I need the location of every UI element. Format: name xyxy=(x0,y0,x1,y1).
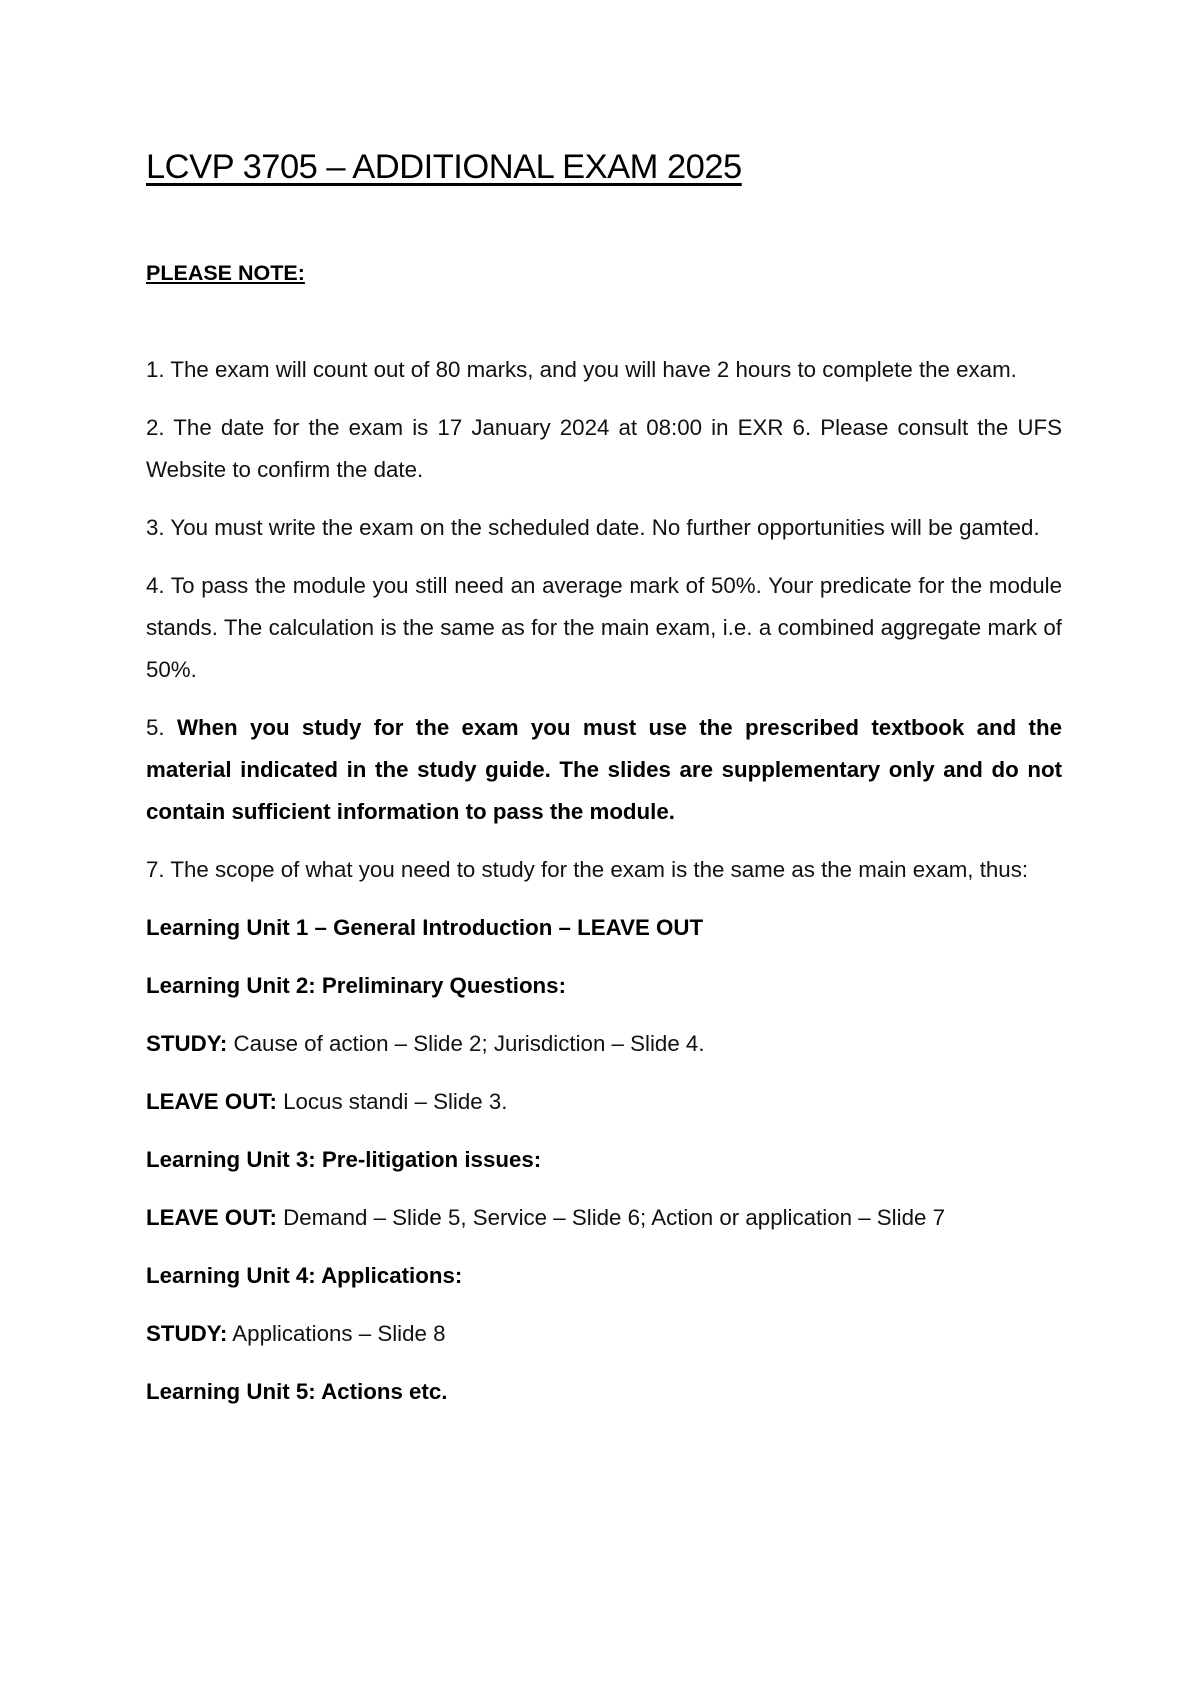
document-title: LCVP 3705 – ADDITIONAL EXAM 2025 xyxy=(146,148,742,186)
leave-out-text: Locus standi – Slide 3. xyxy=(276,1089,508,1114)
note-item-3: 3. You must write the exam on the scheduled date. No further opportunities will be gamted. xyxy=(146,515,1040,540)
note-item-1: 1. The exam will count out of 80 marks, and you will have 2 hours to complete the exam. xyxy=(146,357,1017,382)
study-text: Cause of action – Slide 2; Jurisdiction – Slide 4. xyxy=(227,1031,705,1056)
leave-out-label: LEAVE OUT: xyxy=(146,1205,277,1230)
note-item-2: 2. The date for the exam is 17 January 2024 at 08:00 in EXR 6. Please consult the UFS Website to confirm the date. xyxy=(146,415,1062,482)
note-item-5 xyxy=(146,707,1062,833)
please-note-heading: PLEASE NOTE: xyxy=(146,261,305,285)
note-item-5-bold-text: When you study for the exam you must use the prescribed textbook and the material indicated in the study guide. The slides are supplementary only and do not contain sufficient information to pass the module. xyxy=(146,715,1062,824)
learning-unit-2-study xyxy=(146,1023,1062,1065)
learning-unit-4: Learning Unit 4: Applications: xyxy=(146,1263,463,1288)
learning-unit-2: Learning Unit 2: Preliminary Questions: xyxy=(146,973,567,998)
learning-unit-3: Learning Unit 3: Pre-litigation issues: xyxy=(146,1147,542,1172)
note-item-4: 4. To pass the module you still need an average mark of 50%. Your predicate for the module stands. The calculation is the same as for the main exam, i.e. a combined aggregate mark of 50%. xyxy=(146,573,1062,682)
leave-out-text: Demand – Slide 5, Service – Slide 6; Action or application – Slide 7 xyxy=(276,1205,945,1230)
study-text: Applications – Slide 8 xyxy=(227,1321,446,1346)
study-label: STUDY: xyxy=(146,1321,228,1346)
learning-unit-3-leave-out xyxy=(146,1197,1062,1239)
learning-unit-1: Learning Unit 1 – General Introduction – LEAVE OUT xyxy=(146,915,704,940)
document-body xyxy=(146,349,1062,1429)
note-item-7: 7. The scope of what you need to study for the exam is the same as the main exam, thus: xyxy=(146,857,1029,882)
study-label: STUDY: xyxy=(146,1031,228,1056)
learning-unit-4-study xyxy=(146,1313,1062,1355)
learning-unit-2-leave-out xyxy=(146,1081,1062,1123)
learning-unit-5: Learning Unit 5: Actions etc. xyxy=(146,1379,448,1404)
note-item-5-number: 5. xyxy=(146,715,177,740)
leave-out-label: LEAVE OUT: xyxy=(146,1089,277,1114)
